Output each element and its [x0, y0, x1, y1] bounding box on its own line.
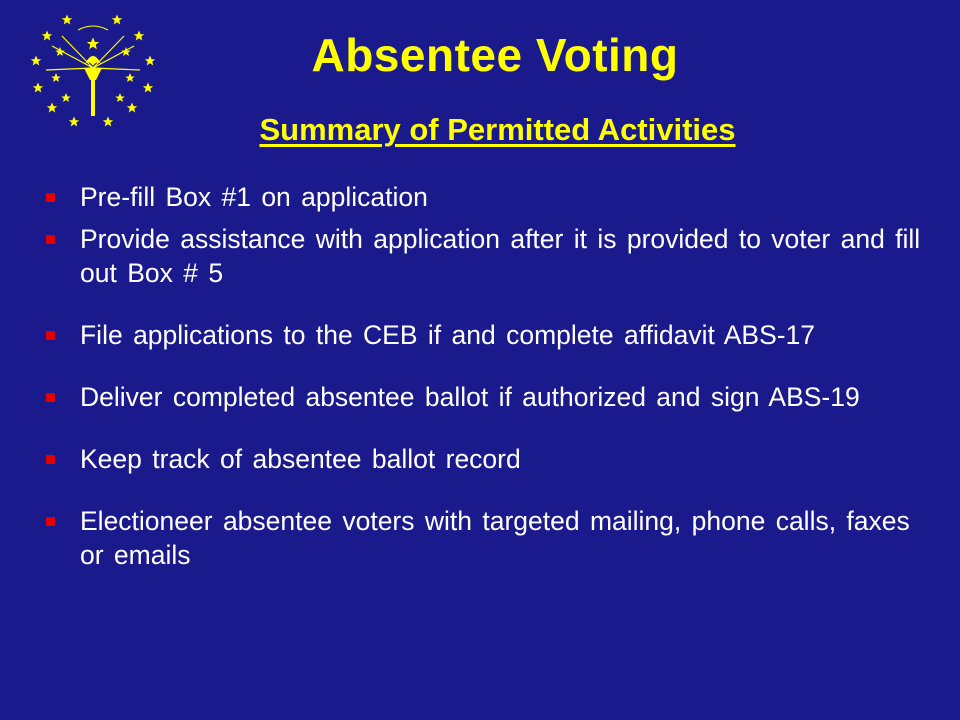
list-item: [46, 380, 936, 414]
list-item-text: Deliver completed absentee ballot if authorized and sign ABS-19: [80, 382, 860, 412]
list-item: [46, 180, 936, 214]
list-item: [46, 442, 936, 476]
list-item: [46, 222, 936, 290]
list-item-text: File applications to the CEB if and complete affidavit ABS-17: [80, 320, 816, 350]
list-item-text: Keep track of absentee ballot record: [80, 444, 521, 474]
square-bullet-icon: [46, 393, 55, 402]
square-bullet-icon: [46, 331, 55, 340]
square-bullet-icon: [46, 517, 55, 526]
list-item-text: Pre-fill Box #1 on application: [80, 182, 428, 212]
square-bullet-icon: [46, 193, 55, 202]
bullet-list: [46, 180, 936, 572]
slide-subtitle: Summary of Permitted Activities: [259, 112, 736, 147]
list-item-text: Electioneer absentee voters with targeted mailing, phone calls, faxes or emails: [80, 506, 910, 570]
slide-title: Absentee Voting: [311, 29, 679, 81]
list-item: [46, 318, 936, 352]
square-bullet-icon: [46, 235, 55, 244]
square-bullet-icon: [46, 455, 55, 464]
list-item: [46, 504, 936, 572]
list-item-text: Provide assistance with application after it is provided to voter and fill out Box # 5: [80, 224, 921, 288]
